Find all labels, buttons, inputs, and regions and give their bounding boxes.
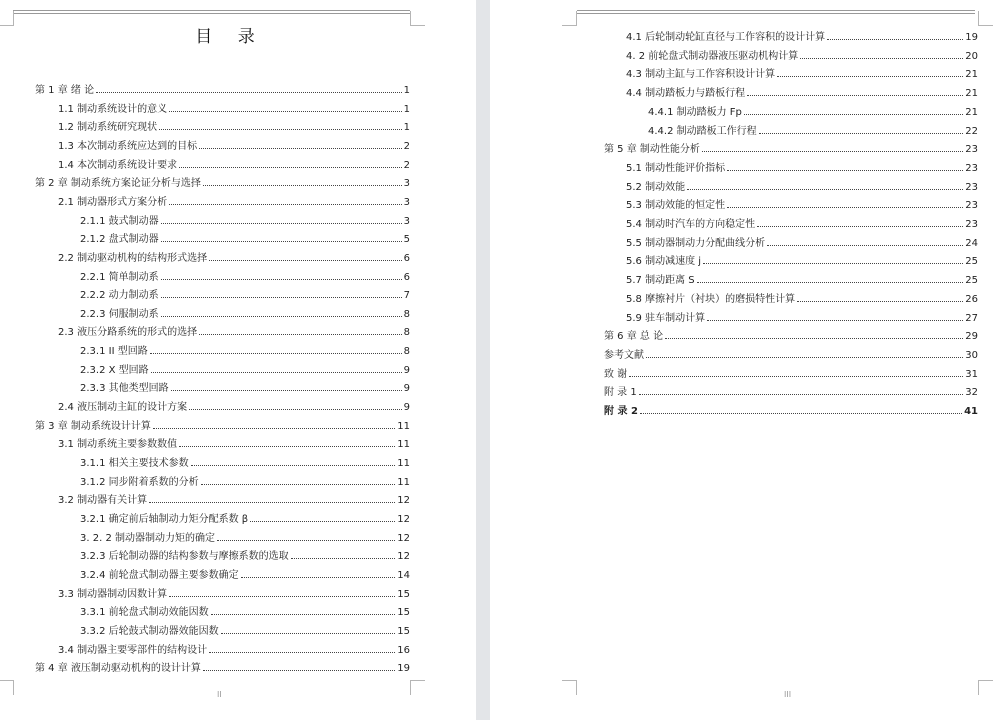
toc-entry-page: 12 bbox=[397, 513, 410, 525]
toc-entry-page: 1 bbox=[403, 122, 410, 134]
toc-entry-page: 20 bbox=[965, 50, 978, 62]
toc-entry-title: 参考文献 bbox=[604, 349, 644, 361]
toc-entry[interactable] bbox=[626, 46, 978, 62]
dot-leader bbox=[221, 633, 396, 634]
dot-leader bbox=[169, 596, 395, 597]
toc-entry-page: 11 bbox=[397, 420, 410, 432]
toc-entry-page: 12 bbox=[397, 551, 410, 563]
toc-entry[interactable] bbox=[80, 211, 410, 227]
toc-entry[interactable] bbox=[80, 360, 410, 376]
dot-leader bbox=[629, 376, 963, 377]
dot-leader bbox=[703, 263, 963, 264]
toc-entry-page: 12 bbox=[397, 532, 410, 544]
toc-entry-page: 8 bbox=[403, 346, 410, 358]
toc-entry-page: 22 bbox=[965, 125, 978, 137]
toc-entry-title: 4.4.2 制动踏板工作行程 bbox=[648, 125, 757, 137]
toc-entry-page: 12 bbox=[397, 495, 410, 507]
toc-entry-page: 3 bbox=[403, 196, 410, 208]
toc-entry-title: 3.2.1 确定前后轴制动力矩分配系数 β bbox=[80, 513, 249, 525]
dot-leader bbox=[827, 39, 963, 40]
toc-entry-title: 5.7 制动距离 S bbox=[626, 275, 695, 287]
dot-leader bbox=[702, 151, 963, 152]
toc-entry-title: 5.4 制动时汽车的方向稳定性 bbox=[626, 219, 756, 230]
toc-entry[interactable] bbox=[626, 177, 978, 193]
dot-leader bbox=[646, 357, 963, 358]
toc-entry[interactable] bbox=[58, 99, 410, 115]
toc-entry-title: 3.2.3 后轮制动器的结构参数与摩擦系数的选取 bbox=[80, 551, 289, 563]
toc-entry[interactable] bbox=[35, 173, 410, 189]
toc-entry-page: 21 bbox=[965, 106, 978, 118]
toc-entry-title: 第 4 章 液压制动驱动机构的设计计算 bbox=[35, 663, 201, 675]
toc-entry-page: 24 bbox=[965, 237, 978, 249]
toc-entry-page: 23 bbox=[965, 219, 978, 230]
margin-mark bbox=[562, 11, 577, 26]
toc-entry-page: 1 bbox=[403, 103, 410, 115]
toc-entry[interactable] bbox=[648, 102, 978, 118]
toc-entry[interactable] bbox=[626, 27, 978, 43]
toc-entry-title: 2.2.1 简单制动系 bbox=[80, 271, 159, 283]
toc-entry-page: 11 bbox=[397, 439, 410, 451]
toc-entry-title: 1.3 本次制动系统应达到的目标 bbox=[58, 140, 198, 152]
toc-entry[interactable] bbox=[626, 214, 978, 230]
toc-entry-title: 附 录 1 bbox=[604, 387, 637, 399]
toc-entry[interactable] bbox=[604, 382, 978, 398]
toc-entry-page: 25 bbox=[965, 275, 978, 287]
dot-leader bbox=[169, 111, 402, 112]
dot-leader bbox=[744, 114, 963, 115]
dot-leader bbox=[241, 577, 396, 578]
toc-entry[interactable] bbox=[626, 289, 978, 305]
toc-entry-title: 2.1.2 盘式制动器 bbox=[80, 234, 159, 246]
toc-entry-page: 3 bbox=[403, 178, 410, 190]
toc-entry-page: 5 bbox=[403, 234, 410, 246]
toc-entry-title: 2.3 液压分路系统的形式的选择 bbox=[58, 327, 198, 339]
toc-entry-title: 1.4 本次制动系统设计要求 bbox=[58, 159, 178, 171]
toc-entry-page: 2 bbox=[403, 140, 410, 152]
toc-entry-title: 3.2 制动器有关计算 bbox=[58, 495, 148, 507]
toc-entry-title: 5.8 摩擦衬片（衬块）的磨损特性计算 bbox=[626, 293, 796, 305]
toc-entry-title: 附 录 2 bbox=[604, 406, 638, 417]
margin-mark bbox=[0, 680, 14, 695]
toc-entry-page: 11 bbox=[397, 476, 410, 488]
toc-entry-title: 第 6 章 总 论 bbox=[604, 331, 664, 343]
toc-entry-page: 1 bbox=[403, 85, 410, 96]
toc-entry[interactable] bbox=[604, 345, 978, 361]
toc-entry-page: 31 bbox=[965, 368, 978, 380]
toc-entry-title: 3.4 制动器主要零部件的结构设计 bbox=[58, 644, 208, 656]
toc-entry[interactable] bbox=[626, 83, 978, 99]
toc-entry-page: 23 bbox=[965, 162, 978, 174]
toc-entry[interactable] bbox=[58, 136, 410, 152]
dot-leader bbox=[727, 170, 963, 171]
toc-entry[interactable] bbox=[626, 270, 978, 286]
dot-leader bbox=[171, 390, 402, 391]
toc-entry-page: 27 bbox=[965, 312, 978, 324]
toc-entry-title: 5.6 制动减速度 j bbox=[626, 256, 702, 268]
dot-leader bbox=[640, 413, 962, 414]
toc-entry-title: 4. 2 前轮盘式制动器液压驱动机构计算 bbox=[626, 50, 799, 62]
toc-entry-title: 3.1 制动系统主要参数数值 bbox=[58, 439, 178, 451]
toc-entry-title: 致 谢 bbox=[604, 368, 628, 380]
toc-entry-page: 26 bbox=[965, 293, 978, 305]
dot-leader bbox=[757, 226, 963, 227]
toc-entry[interactable] bbox=[80, 229, 410, 245]
toc-title: 目 录 bbox=[195, 27, 265, 47]
toc-entry[interactable] bbox=[626, 233, 978, 249]
toc-entry-page: 21 bbox=[965, 88, 978, 100]
toc-entry[interactable] bbox=[58, 397, 410, 413]
dot-leader bbox=[189, 409, 402, 410]
toc-entry-title: 5.5 制动器制动力分配曲线分析 bbox=[626, 237, 766, 249]
toc-entry-page: 25 bbox=[965, 256, 978, 268]
dot-leader bbox=[203, 670, 395, 671]
toc-entry-title: 2.3.3 其他类型回路 bbox=[80, 383, 169, 395]
toc-entry-page: 6 bbox=[403, 252, 410, 264]
dot-leader bbox=[291, 558, 396, 559]
dot-leader bbox=[199, 334, 402, 335]
toc-entry-page: 19 bbox=[965, 32, 978, 43]
margin-mark bbox=[978, 680, 993, 695]
dot-leader bbox=[687, 189, 963, 190]
dot-leader bbox=[201, 484, 396, 485]
toc-entry-page: 2 bbox=[403, 159, 410, 171]
dot-leader bbox=[759, 133, 964, 134]
toc-entry-page: 7 bbox=[403, 290, 410, 302]
margin-mark bbox=[562, 680, 577, 695]
toc-entry-title: 3.3 制动器制动因数计算 bbox=[58, 588, 168, 600]
toc-entry-page: 21 bbox=[965, 69, 978, 81]
toc-entry[interactable] bbox=[35, 658, 410, 674]
toc-entry-page: 23 bbox=[965, 144, 978, 156]
dot-leader bbox=[179, 167, 402, 168]
toc-entry-title: 4.4 制动踏板力与踏板行程 bbox=[626, 88, 746, 100]
toc-entry-page: 32 bbox=[965, 387, 978, 399]
toc-entry-title: 第 1 章 绪 论 bbox=[35, 85, 95, 96]
toc-entry[interactable] bbox=[604, 139, 978, 155]
dot-leader bbox=[797, 301, 963, 302]
margin-mark bbox=[410, 680, 425, 695]
toc-entry-title: 1.1 制动系统设计的意义 bbox=[58, 103, 168, 115]
dot-leader bbox=[151, 372, 402, 373]
toc-entry-page: 15 bbox=[397, 625, 410, 637]
toc-entry-title: 2.1.1 鼓式制动器 bbox=[80, 215, 159, 227]
toc-entry[interactable] bbox=[604, 364, 978, 380]
toc-entry[interactable] bbox=[58, 640, 410, 656]
page-number: II bbox=[217, 690, 222, 699]
toc-entry[interactable] bbox=[648, 121, 978, 137]
toc-entry[interactable] bbox=[58, 434, 410, 450]
dot-leader bbox=[161, 241, 402, 242]
dot-leader bbox=[217, 540, 395, 541]
toc-entry-page: 9 bbox=[403, 402, 410, 414]
header-rule bbox=[13, 10, 410, 14]
dot-leader bbox=[747, 95, 963, 96]
toc-entry[interactable] bbox=[80, 509, 410, 525]
toc-entry-title: 2.3.1 II 型回路 bbox=[80, 346, 148, 358]
dot-leader bbox=[191, 465, 396, 466]
toc-entry-page: 30 bbox=[965, 349, 978, 361]
toc-entry-page: 23 bbox=[965, 181, 978, 193]
document-page-right bbox=[490, 0, 996, 720]
toc-entry-title: 2.3.2 X 型回路 bbox=[80, 364, 149, 376]
toc-entry-title: 4.3 制动主缸与工作容积设计计算 bbox=[626, 69, 776, 81]
toc-entry[interactable] bbox=[58, 322, 410, 338]
toc-entry-page: 3 bbox=[403, 215, 410, 227]
dot-leader bbox=[161, 297, 402, 298]
toc-entry[interactable] bbox=[58, 490, 410, 506]
toc-entry[interactable] bbox=[58, 248, 410, 264]
toc-entry-title: 3.3.2 后轮鼓式制动器效能因数 bbox=[80, 625, 219, 637]
toc-entry[interactable] bbox=[626, 308, 978, 324]
dot-leader bbox=[161, 316, 402, 317]
toc-entry[interactable] bbox=[604, 326, 978, 342]
toc-entry-title: 2.2.3 伺服制动系 bbox=[80, 308, 159, 320]
toc-entry-page: 9 bbox=[403, 383, 410, 395]
toc-entry-title: 2.2.2 动力制动系 bbox=[80, 290, 159, 302]
toc-entry[interactable] bbox=[626, 195, 978, 211]
toc-entry[interactable] bbox=[58, 155, 410, 171]
dot-leader bbox=[697, 282, 964, 283]
toc-entry[interactable] bbox=[80, 528, 410, 544]
toc-entry-title: 5.2 制动效能 bbox=[626, 181, 686, 193]
dot-leader bbox=[153, 428, 395, 429]
toc-entry[interactable] bbox=[626, 64, 978, 80]
toc-entry-page: 9 bbox=[403, 364, 410, 376]
toc-entry[interactable] bbox=[35, 416, 410, 432]
toc-entry[interactable] bbox=[58, 584, 410, 600]
toc-entry-title: 3.1.2 同步附着系数的分析 bbox=[80, 476, 199, 488]
toc-entry[interactable] bbox=[58, 192, 410, 208]
toc-entry[interactable] bbox=[626, 251, 978, 267]
toc-entry-page: 11 bbox=[397, 458, 410, 469]
toc-entry[interactable] bbox=[80, 602, 410, 618]
toc-entry-title: 3.2.4 前轮盘式制动器主要参数确定 bbox=[80, 569, 239, 581]
toc-entry-title: 3. 2. 2 制动器制动力矩的确定 bbox=[80, 532, 215, 544]
toc-entry-page: 29 bbox=[965, 331, 978, 343]
toc-entry-page: 23 bbox=[965, 200, 978, 212]
toc-entry[interactable] bbox=[80, 621, 410, 637]
dot-leader bbox=[639, 394, 964, 395]
toc-entry-page: 8 bbox=[403, 327, 410, 339]
toc-entry-page: 8 bbox=[403, 308, 410, 320]
dot-leader bbox=[203, 185, 402, 186]
toc-entry[interactable] bbox=[80, 546, 410, 562]
dot-leader bbox=[161, 223, 402, 224]
dot-leader bbox=[211, 614, 396, 615]
toc-entry-title: 1.2 制动系统研究现状 bbox=[58, 122, 158, 134]
toc-entry[interactable] bbox=[80, 341, 410, 357]
toc-entry[interactable] bbox=[626, 158, 978, 174]
toc-entry-title: 2.1 制动器形式方案分析 bbox=[58, 196, 168, 208]
header-rule bbox=[577, 10, 975, 14]
toc-entry-page: 14 bbox=[397, 569, 410, 581]
toc-entry-title: 第 3 章 制动系统设计计算 bbox=[35, 420, 151, 432]
dot-leader bbox=[665, 338, 963, 339]
toc-entry[interactable] bbox=[80, 472, 410, 488]
toc-entry[interactable] bbox=[80, 267, 410, 283]
toc-entry[interactable] bbox=[80, 285, 410, 301]
toc-entry[interactable] bbox=[80, 453, 410, 469]
dot-leader bbox=[250, 521, 395, 522]
toc-entry-page: 19 bbox=[397, 663, 410, 675]
dot-leader bbox=[209, 260, 402, 261]
dot-leader bbox=[161, 279, 402, 280]
dot-leader bbox=[707, 320, 963, 321]
dot-leader bbox=[159, 129, 402, 130]
toc-entry[interactable] bbox=[80, 565, 410, 581]
toc-entry[interactable] bbox=[604, 401, 978, 417]
toc-entry-title: 第 5 章 制动性能分析 bbox=[604, 144, 700, 156]
toc-entry-title: 5.9 驻车制动计算 bbox=[626, 312, 706, 324]
dot-leader bbox=[179, 446, 395, 447]
toc-entry[interactable] bbox=[80, 378, 410, 394]
toc-entry-title: 4.4.1 制动踏板力 Fp bbox=[648, 106, 742, 118]
dot-leader bbox=[96, 92, 402, 93]
toc-entry-title: 4.1 后轮制动轮缸直径与工作容积的设计计算 bbox=[626, 32, 826, 43]
toc-entry[interactable] bbox=[35, 80, 410, 96]
toc-entry-title: 3.1.1 相关主要技术参数 bbox=[80, 458, 189, 469]
dot-leader bbox=[209, 652, 395, 653]
dot-leader bbox=[800, 58, 963, 59]
toc-entry-page: 15 bbox=[397, 607, 410, 619]
toc-entry[interactable] bbox=[58, 117, 410, 133]
toc-entry[interactable] bbox=[80, 304, 410, 320]
dot-leader bbox=[727, 207, 963, 208]
toc-entry-page: 16 bbox=[397, 644, 410, 656]
toc-entry-page: 6 bbox=[403, 271, 410, 283]
dot-leader bbox=[150, 353, 402, 354]
document-page-left bbox=[0, 0, 476, 720]
toc-entry-title: 2.4 液压制动主缸的设计方案 bbox=[58, 402, 188, 414]
toc-entry-title: 第 2 章 制动系统方案论证分析与选择 bbox=[35, 178, 201, 190]
dot-leader bbox=[199, 148, 402, 149]
toc-entry-title: 5.1 制动性能评价指标 bbox=[626, 162, 726, 174]
toc-entry-title: 2.2 制动驱动机构的结构形式选择 bbox=[58, 252, 208, 264]
dot-leader bbox=[777, 76, 963, 77]
toc-entry-page: 41 bbox=[964, 406, 978, 417]
dot-leader bbox=[149, 502, 395, 503]
toc-entry-page: 15 bbox=[397, 588, 410, 600]
dot-leader bbox=[767, 245, 963, 246]
dot-leader bbox=[169, 204, 402, 205]
page-number: III bbox=[784, 690, 792, 699]
margin-mark bbox=[978, 11, 993, 26]
toc-entry-title: 3.3.1 前轮盘式制动效能因数 bbox=[80, 607, 209, 619]
toc-entry-title: 5.3 制动效能的恒定性 bbox=[626, 200, 726, 212]
